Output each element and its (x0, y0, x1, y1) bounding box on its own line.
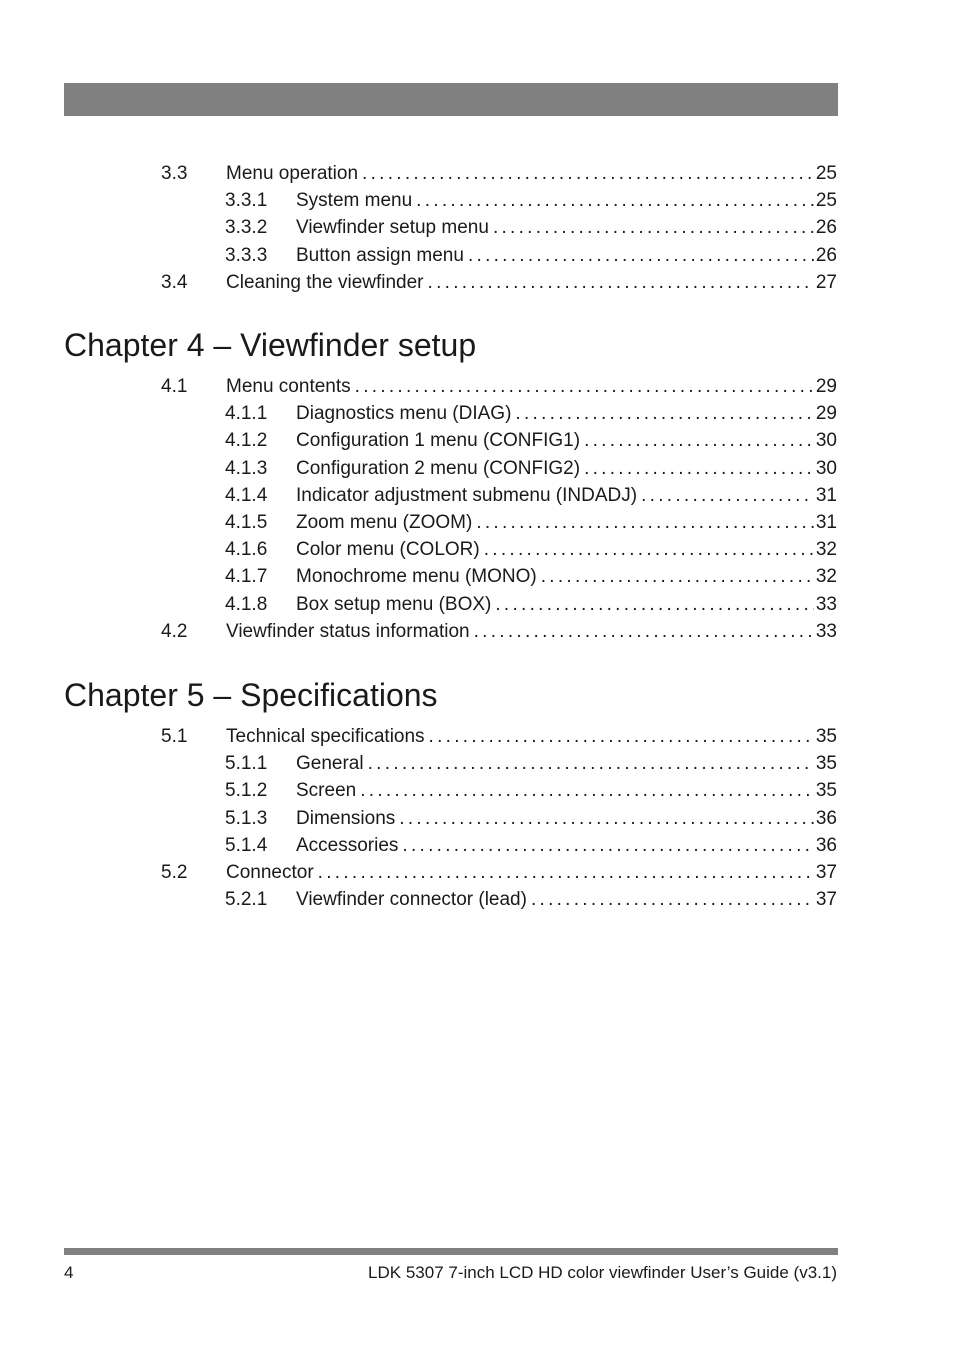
toc-entry-number: 3.4 (161, 272, 188, 293)
toc-entry-number: 5.1.4 (225, 835, 268, 856)
toc-entry-number: 3.3.1 (225, 190, 268, 211)
toc-dot-leader (368, 750, 814, 777)
toc-dot-leader (541, 563, 814, 590)
toc-entry[interactable] (0, 509, 954, 536)
toc-entry-title: Viewfinder setup menu (296, 214, 493, 241)
toc-dot-leader (402, 832, 813, 859)
toc-entry[interactable] (0, 373, 954, 400)
toc-entry[interactable] (0, 455, 954, 482)
toc-entry[interactable] (0, 214, 954, 241)
toc-entry[interactable] (0, 536, 954, 563)
toc-entry-title: System menu (296, 187, 416, 214)
toc-entry-title: Indicator adjustment submenu (INDADJ) (296, 482, 641, 509)
toc-dot-leader (495, 591, 813, 618)
toc-entry-page: 36 (814, 805, 837, 832)
toc-entry[interactable] (0, 618, 954, 645)
toc-entry-title: Accessories (296, 832, 402, 859)
toc-entry[interactable] (0, 591, 954, 618)
toc-entry-number: 3.3.3 (225, 245, 268, 266)
header-bar (64, 83, 838, 116)
toc-entry-title: Dimensions (296, 805, 399, 832)
toc-entry-title: Monochrome menu (MONO) (296, 563, 541, 590)
toc-entry[interactable] (0, 269, 954, 296)
toc-dot-leader (484, 536, 814, 563)
toc-entry-title: Configuration 1 menu (CONFIG1) (296, 427, 584, 454)
toc-entry[interactable] (0, 723, 954, 750)
toc-entry[interactable] (0, 563, 954, 590)
toc-entry[interactable] (0, 886, 954, 913)
toc-entry[interactable] (0, 427, 954, 454)
toc-entry-page: 30 (814, 455, 837, 482)
toc-entry-title: Viewfinder connector (lead) (296, 886, 531, 913)
toc-entry-page: 35 (814, 777, 837, 804)
toc-entry-page: 36 (814, 832, 837, 859)
toc-entry-page: 32 (814, 536, 837, 563)
toc-dot-leader (531, 886, 814, 913)
toc-entry-number: 4.1.7 (225, 566, 268, 587)
toc-entry-number: 5.1.1 (225, 753, 268, 774)
toc-entry-number: 5.1 (161, 726, 188, 747)
toc-dot-leader (515, 400, 813, 427)
toc-entry-number: 4.1.6 (225, 539, 268, 560)
toc-entry-title: Color menu (COLOR) (296, 536, 484, 563)
toc-entry-number: 4.1.8 (225, 594, 268, 615)
toc-dot-leader (476, 509, 814, 536)
toc-entry-page: 25 (814, 187, 837, 214)
toc-entry-number: 4.1.4 (225, 485, 268, 506)
toc-entry-number: 3.3 (161, 163, 188, 184)
toc-dot-leader (468, 242, 814, 269)
toc-dot-leader (641, 482, 814, 509)
chapter-5-heading: Chapter 5 – Specifications (64, 677, 438, 713)
toc-entry-title: Technical specifications (226, 723, 429, 750)
toc-entry-page: 29 (814, 373, 837, 400)
toc-entry-number: 3.3.2 (225, 217, 268, 238)
toc-dot-leader (584, 427, 814, 454)
toc-entry-title: General (296, 750, 368, 777)
toc-entry-title: Box setup menu (BOX) (296, 591, 495, 618)
toc-entry[interactable] (0, 400, 954, 427)
footer-rule (64, 1248, 838, 1255)
toc-entry-page: 30 (814, 427, 837, 454)
toc-entry-page: 32 (814, 563, 837, 590)
toc-entry-number: 5.2 (161, 862, 188, 883)
toc-entry-title: Connector (226, 859, 318, 886)
toc-entry-number: 4.1 (161, 376, 188, 397)
toc-entry-number: 4.1.3 (225, 458, 268, 479)
toc-entry-page: 25 (814, 160, 837, 187)
chapter-4-heading: Chapter 4 – Viewfinder setup (64, 327, 477, 363)
toc-entry-page: 37 (814, 886, 837, 913)
toc-entry[interactable] (0, 832, 954, 859)
toc-entry[interactable] (0, 242, 954, 269)
toc-entry[interactable] (0, 750, 954, 777)
toc-dot-leader (399, 805, 814, 832)
toc-dot-leader (318, 859, 814, 886)
toc-entry-title: Button assign menu (296, 242, 468, 269)
toc-entry-page: 33 (814, 618, 837, 645)
toc-dot-leader (355, 373, 814, 400)
toc-entry-title: Cleaning the viewfinder (226, 269, 428, 296)
toc-entry[interactable] (0, 805, 954, 832)
toc-dot-leader (416, 187, 814, 214)
toc-dot-leader (474, 618, 814, 645)
toc-entry-title: Menu operation (226, 160, 362, 187)
toc-entry-page: 31 (814, 482, 837, 509)
toc-entry[interactable] (0, 859, 954, 886)
toc-dot-leader (360, 777, 814, 804)
toc-entry-page: 33 (814, 591, 837, 618)
toc-entry-number: 4.1.2 (225, 430, 268, 451)
toc-entry-number: 4.2 (161, 621, 188, 642)
footer-page-number: 4 (64, 1263, 74, 1282)
toc-entry-page: 27 (814, 269, 837, 296)
toc-entry-page: 35 (814, 723, 837, 750)
toc-dot-leader (493, 214, 814, 241)
toc-entry-title: Configuration 2 menu (CONFIG2) (296, 455, 584, 482)
toc-entry-page: 37 (814, 859, 837, 886)
toc-entry-number: 5.1.3 (225, 808, 268, 829)
toc-entry-title: Zoom menu (ZOOM) (296, 509, 476, 536)
toc-entry[interactable] (0, 777, 954, 804)
toc-entry-page: 31 (814, 509, 837, 536)
footer-document-title: LDK 5307 7-inch LCD HD color viewfinder User’s Guide (v3.1) (368, 1263, 837, 1282)
toc-entry-page: 26 (814, 214, 837, 241)
toc-entry-title: Menu contents (226, 373, 355, 400)
toc-dot-leader (362, 160, 814, 187)
toc-entry-number: 4.1.5 (225, 512, 268, 533)
toc-entry[interactable] (0, 187, 954, 214)
toc-entry[interactable] (0, 482, 954, 509)
toc-entry-title: Screen (296, 777, 360, 804)
toc-dot-leader (428, 269, 814, 296)
toc-dot-leader (584, 455, 814, 482)
toc-entry-number: 4.1.1 (225, 403, 268, 424)
toc-dot-leader (429, 723, 814, 750)
toc-entry-number: 5.2.1 (225, 889, 268, 910)
toc-entry-page: 29 (814, 400, 837, 427)
toc-entry-number: 5.1.2 (225, 780, 268, 801)
toc-entry-title: Viewfinder status information (226, 618, 474, 645)
toc-entry[interactable] (0, 160, 954, 187)
toc-entry-page: 35 (814, 750, 837, 777)
toc-entry-title: Diagnostics menu (DIAG) (296, 400, 515, 427)
toc-entry-page: 26 (814, 242, 837, 269)
